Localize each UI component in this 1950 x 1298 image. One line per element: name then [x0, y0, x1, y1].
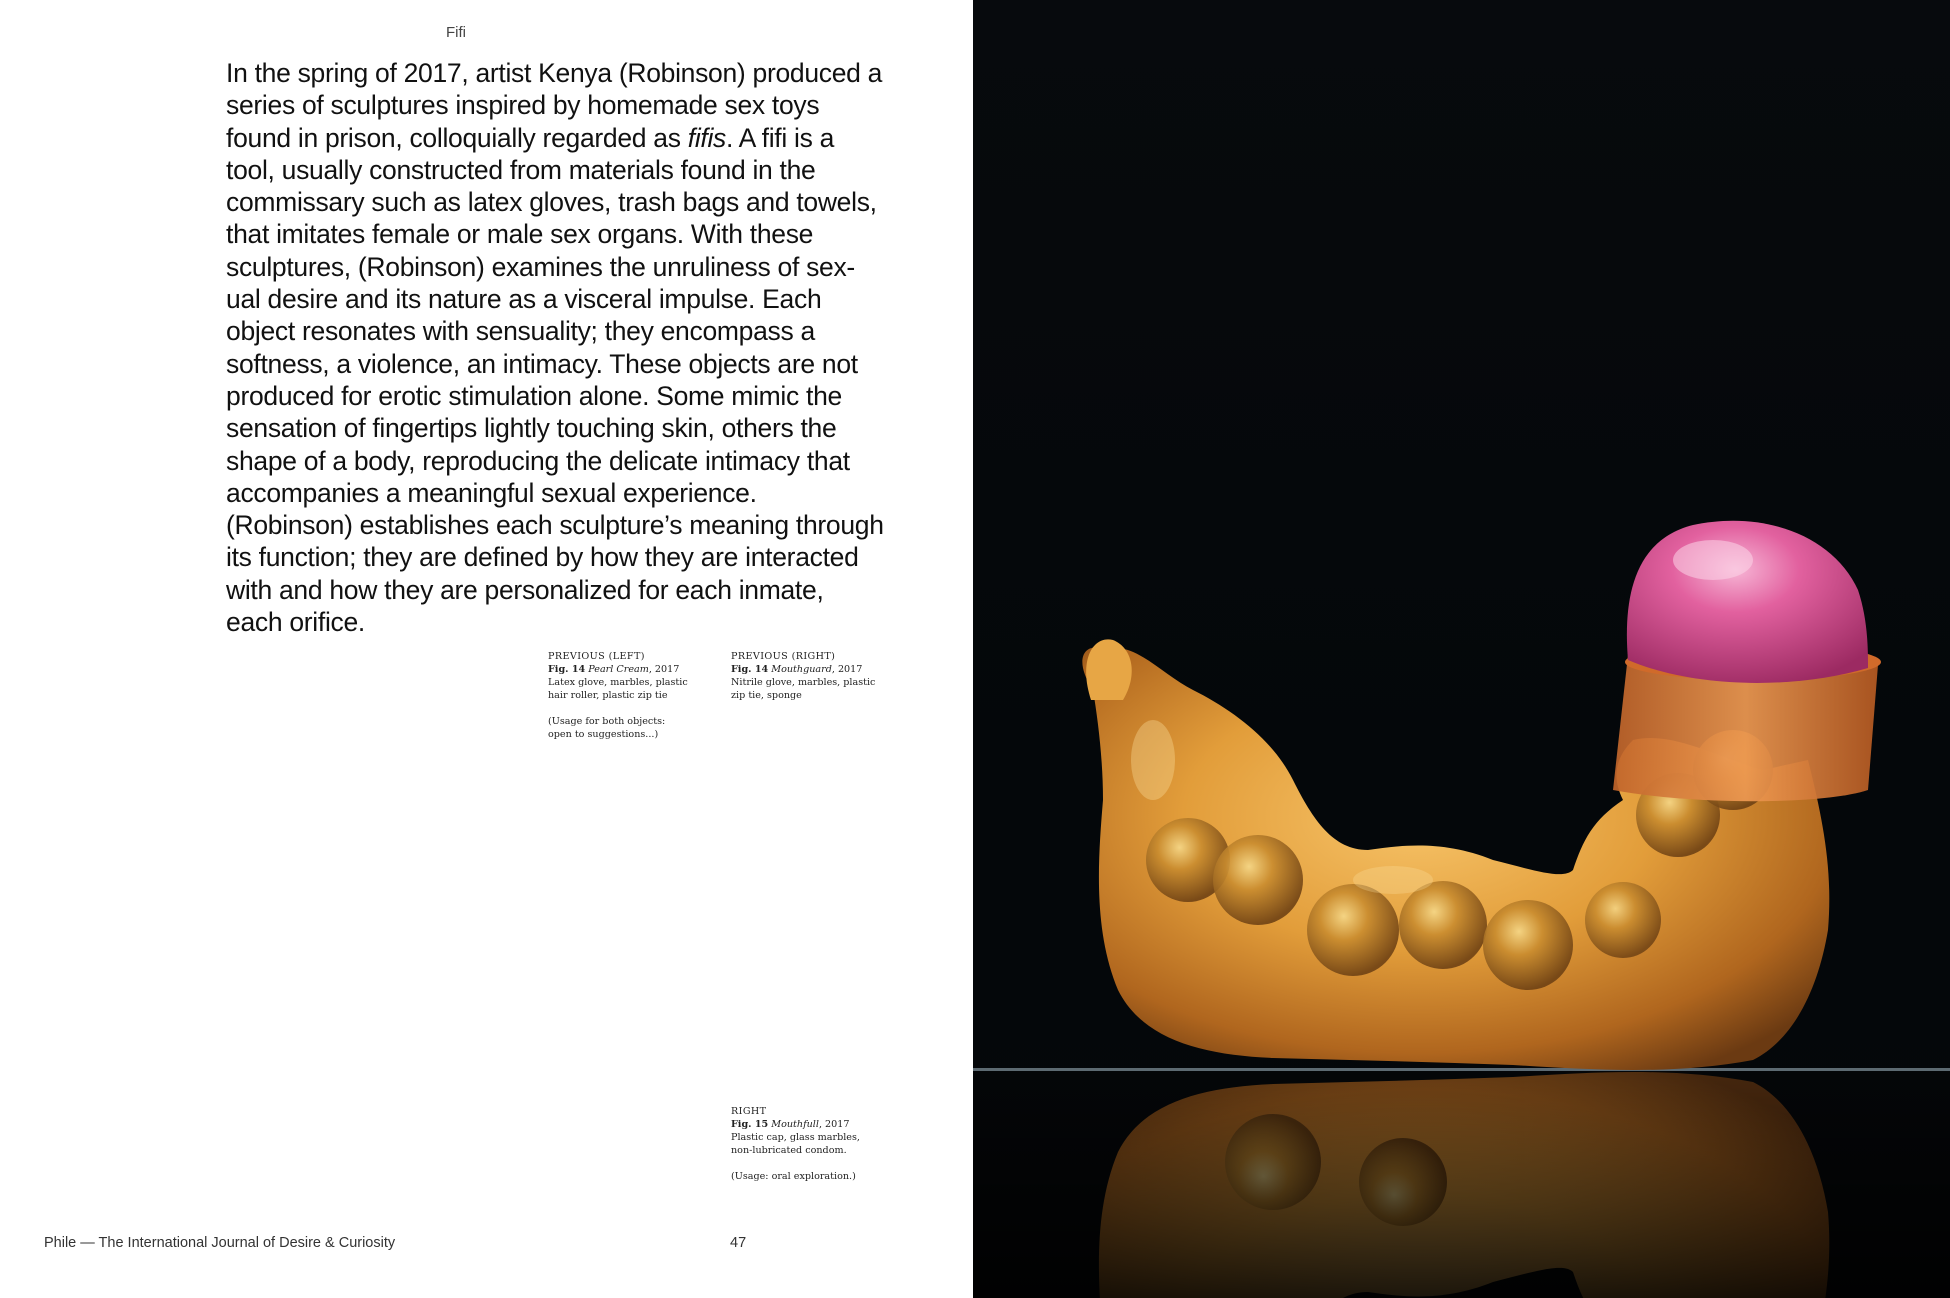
caption-materials: hair roller, plastic zip tie: [548, 690, 668, 701]
caption-figure-line: [548, 663, 688, 676]
caption-figure-line: [731, 1118, 860, 1131]
page-number: 47: [730, 1235, 747, 1251]
caption-previous-right: [731, 650, 875, 702]
caption-fig-number: Fig. 14: [548, 664, 586, 675]
sculpture-illustration: [973, 0, 1950, 1298]
caption-materials: Latex glove, marbles, plastic: [548, 677, 688, 688]
caption-usage: (Usage for both objects:: [548, 716, 666, 727]
caption-right: [731, 1105, 860, 1183]
caption-year: , 2017: [818, 1119, 850, 1130]
running-head: Fifi: [446, 24, 466, 41]
body-text: [226, 57, 886, 638]
caption-materials: Plastic cap, glass marbles,: [731, 1132, 860, 1143]
caption-work-title: Mouthguard: [771, 664, 832, 675]
body-text-part-2: . A fifi is a tool, usually constructed from materials found in the commissary such as latex gloves, trash bags and towels, that imitates female or male sex organs. With these sculptures, (Robinson) examines the unruliness of sex- ual desire and its nature as a visceral impulse. Each object resonates with sensuality; they encompass a softness, a violence, an intimacy. These objects are not produced for erotic stimulation alone. Some mimic the sensation of fingertips lightly touching skin, others the shape of a body, reproducing the delicate intimacy that accompanies a meaningful sexual experience. (Robinson) establishes each sculpture’s meaning through its function; they are defined by how they are interacted with and how they are personalized for each inmate, each orifice.: [226, 122, 884, 638]
caption-work-title: Mouthfull: [771, 1119, 819, 1130]
sculpture-photo: [973, 0, 1950, 1298]
caption-heading: RIGHT: [731, 1106, 767, 1117]
caption-figure-line: [731, 663, 875, 676]
caption-fig-number: Fig. 15: [731, 1119, 769, 1130]
caption-heading: PREVIOUS (RIGHT): [731, 651, 836, 662]
caption-materials: zip tie, sponge: [731, 690, 802, 701]
caption-previous-left: [548, 650, 688, 741]
caption-work-title: Pearl Cream: [588, 664, 649, 675]
caption-fig-number: Fig. 14: [731, 664, 769, 675]
caption-year: , 2017: [648, 664, 680, 675]
caption-usage: (Usage: oral exploration.): [731, 1171, 856, 1182]
caption-heading: PREVIOUS (LEFT): [548, 651, 645, 662]
caption-year: , 2017: [831, 664, 863, 675]
caption-usage: open to suggestions...): [548, 729, 659, 740]
left-page: [0, 0, 973, 1298]
caption-materials: non-lubricated condom.: [731, 1145, 847, 1156]
caption-materials: Nitrile glove, marbles, plastic: [731, 677, 876, 688]
body-text-part-1: In the spring of 2017, artist Kenya (Robinson) produced a series of sculptures inspired by homemade sex toys found in prison, colloquially regarded as: [226, 58, 883, 153]
footer-journal-title: Phile — The International Journal of Desire & Curiosity: [44, 1235, 396, 1251]
sculpture-pink-cap: [1627, 521, 1868, 683]
table-edge: [973, 1068, 1950, 1071]
body-text-italic-term: fifis: [687, 122, 727, 153]
